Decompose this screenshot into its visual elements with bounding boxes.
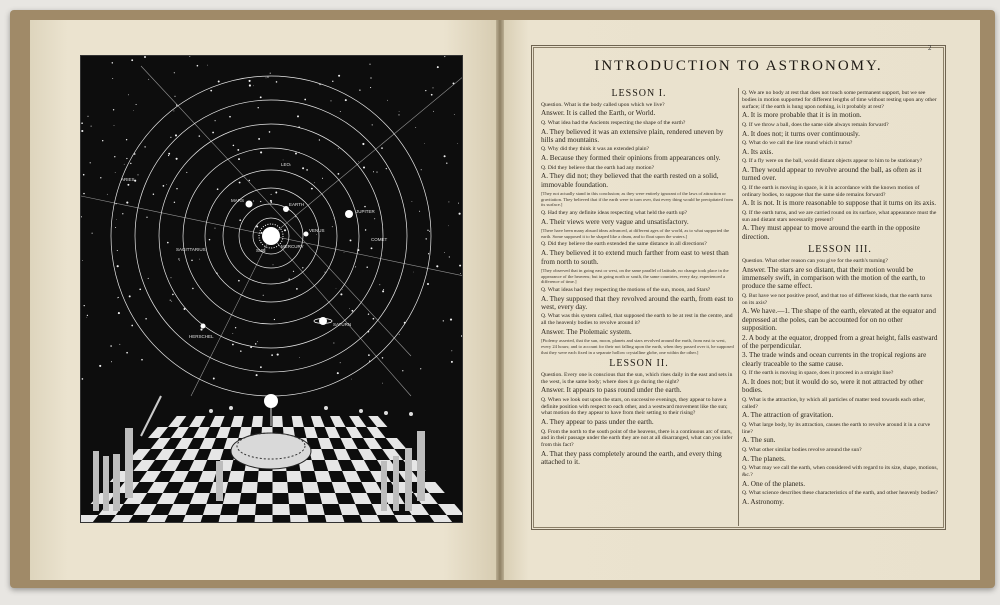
text-column-left [541, 88, 737, 467]
question-text: Q. What large body, by its attraction, causes the earth to revolve around it in a curve line? [742, 421, 931, 435]
answer-text: 2. A body at the equator, dropped from a great height, falls eastward of the perpendicular. [742, 333, 938, 351]
note-text: [They observed that in going east or west, on the same parallel of latitude, no change took place in the appearance of the heavens; but in going north or south, the same countries, every day, experienced a difference of time.] [541, 268, 729, 285]
note-text: [There have been many absurd ideas advanced, at different ages of the world, as to what supported the earth. Some supposed it to be shaped like a drum, and to float upon the waters.] [541, 228, 730, 239]
page-number: 2 [928, 44, 932, 52]
lesson-3-heading: LESSON III. [808, 244, 872, 256]
question-text: Question. What is the body called upon which we live? [541, 101, 665, 108]
jupiter-planet [345, 210, 353, 218]
lesson-2-continued [742, 90, 938, 241]
lesson-1-heading: LESSON I. [611, 88, 667, 99]
lesson-2-heading: LESSON II. [609, 358, 669, 370]
question-text: Q. What may we call the earth, when considered with regard to its size, shape, motions, &c.? [742, 465, 938, 478]
page-title: INTRODUCTION TO ASTRONOMY. [594, 58, 883, 74]
question-text: Q. What science describes these characteristics of the earth, and other heavenly bodies? [742, 490, 938, 497]
answer-text: A. Their views were very vague and unsatisfactory. [541, 217, 689, 226]
answer-text: A. The attraction of gravitation. [742, 411, 834, 420]
question-text: Q. What ideas had they respecting the motions of the sun, moon, and Stars? [541, 286, 711, 293]
question-text: Q. Did they believe that the earth had any motion? [541, 164, 655, 171]
question-text: Q. What was this system called, that supposed the earth to be at rest in the centre, and all the heavenly bodies to revolve around it? [541, 313, 733, 327]
answer-text: A. They appear to pass under the earth. [541, 418, 654, 427]
answer-text: Answer. It is called the Earth, or World. [541, 109, 656, 118]
question-text: Q. If the earth is moving in space, is it in accordance with the known motion of ordinary bodies, to suppose that the same side remains forward? [742, 184, 920, 198]
answer-text: A. The planets. [742, 454, 786, 463]
venus-planet [304, 232, 309, 237]
question-text: Q. But have we not positive proof, and that too of different kinds, that the earth turns on its axis? [742, 292, 932, 306]
answer-text: Answer. The stars are so distant, that their motion would be immensely swift, in comparison with the motion of the earth, to produce the same effect. [742, 265, 926, 291]
answer-text: A. They did not; they believed that the earth rested on a solid, immovable foundation. [541, 172, 719, 189]
answer-text: A. Because they formed their opinions from appearances only. [541, 154, 721, 163]
label-mercury: MERCURY [281, 244, 304, 249]
question-text: Q. We are no body at rest that does not touch some permanent support, but we see bodies in motion supported for different lengths of time without resting upon any other surface; if the earth is hung upon nothing, is it probably at rest? [742, 90, 937, 110]
question-text: Q. What idea had the Ancients respecting the shape of the earth? [541, 119, 686, 126]
note-text: [They not actually stand in this conclusion; as they were entirely ignorant of the laws of attraction or gravitation. They believed that if the earth were to turn over, that every thing would be precipitated from its surface.] [541, 191, 733, 208]
answer-text: A. We have.—1. The shape of the earth, elevated at the equator and depressed at the poles, can be accounted for on no other supposition. [742, 307, 936, 333]
label-earth: EARTH [289, 202, 305, 207]
answer-text: A. They supposed that they revolved around the earth, from east to west, every day. [541, 294, 734, 311]
question-text: Q. Did they believe the earth extended the same distance in all directions? [541, 241, 707, 248]
answer-text: A. They must appear to move around the earth in the opposite direction. [742, 224, 920, 241]
answer-text: A. It does not; it turns over continuously. [742, 129, 860, 138]
label-comet: COMET [371, 237, 388, 242]
label-mars: MARS [231, 198, 245, 203]
question-text: Q. What is the attraction, by which all particles of matter tend towards each other, called? [742, 396, 926, 410]
label-venus: VENUS [309, 228, 325, 233]
answer-text: A. They would appear to revolve around the ball, as often as it turned over. [742, 166, 922, 183]
lesson-2-body [541, 372, 737, 467]
answer-text: A. They believed it was an extensive plain, rendered uneven by hills and mountains. [541, 127, 724, 144]
question-text: Q. If a fly were on the ball, would distant objects appear to him to be stationary? [742, 158, 923, 165]
label-herschel: HERSCHEL [189, 334, 214, 339]
answer-text: Answer. The Ptolemaic system. [541, 327, 632, 336]
question-text: Question. What other reason can you give for the earth's turning? [742, 257, 888, 264]
column-divider [738, 88, 739, 526]
question-text: Q. From the north to the south point of the heavens, there is a continuous arc of stars, and in their passage under the earth they are not at all disarranged, what can you infer from this fact? [541, 428, 733, 449]
text-column-right [742, 88, 938, 506]
orrery-sun [264, 394, 278, 408]
question-text: Question. Every one is conscious that the sun, which rises daily in the east and sets in the west, is the same body; where does it go during the night? [541, 371, 733, 385]
answer-text: A. Its axis. [742, 147, 774, 156]
lesson-1-body [541, 102, 737, 356]
lesson-3-body [742, 258, 938, 506]
label-sun: SUN [256, 248, 266, 253]
answer-text: A. Astronomy. [742, 497, 785, 506]
question-text: Q. What other similar bodies revolve around the sun? [742, 446, 862, 453]
label-leo: LEO [281, 162, 291, 167]
astronomy-plate [80, 55, 463, 523]
question-text: Q. When we look out upon the stars, on successive evenings, they appear to have a definite position with respect to each other, and a westward movement like the sun; what motion do they appear to have from their setting to their rising? [541, 396, 728, 417]
mars-planet [246, 201, 253, 208]
label-sagittarius: SAGITTARIUS [176, 247, 206, 252]
solar-system-engraving [81, 56, 463, 523]
answer-text: A. It is not. It is more reasonable to suppose that it turns on its axis. [742, 199, 937, 208]
book-gutter [496, 20, 504, 580]
label-jupiter: JUPITER [356, 209, 375, 214]
answer-text: A. The sun. [742, 436, 776, 445]
answer-text: A. One of the planets. [742, 479, 806, 488]
question-text: Q. Had they any definite ideas respecting what held the earth up? [541, 210, 688, 216]
herschel-planet [201, 324, 206, 329]
question-text: Q. If the earth is moving in space, does it proceed in a straight line? [742, 370, 894, 377]
answer-text: A. It does not; but it would do so, were it not attracted by other bodies. [742, 378, 924, 395]
question-text: Q. If the earth turns, and we are carried round on its surface, what appearance must the sun and distant stars necessarily present? [742, 209, 937, 223]
question-text: Q. Why did they think it was an extended plain? [541, 146, 650, 153]
answer-text: Answer. It appears to pass round under the earth. [541, 386, 682, 395]
question-text: Q. What do we call the line round which it turns? [742, 140, 853, 146]
answer-text: A. That they pass completely around the earth, and every thing attached to it. [541, 449, 722, 467]
label-aries: ARIES [121, 177, 135, 182]
answer-text: 3. The trade winds and ocean currents in the tropical regions are clearly traceable to the same cause. [742, 351, 927, 368]
answer-text: A. They believed it to extend much farther from east to west than from north to south. [541, 249, 729, 266]
sun-symbol [262, 227, 280, 245]
label-saturn: SATURN [333, 322, 352, 327]
question-text: Q. If we throw a ball, does the same side always remain forward? [742, 121, 889, 128]
answer-text: A. It is more probable that it is in motion. [742, 111, 862, 120]
note-text: [Ptolemy asserted, that the sun, moon, planets and stars revolved around the earth, from east to west, every 24 hours; and to account for their not falling upon the earth, when they passed over it, he supposed that they were each fixed in a separate hollow crystalline globe, one within the other.] [541, 338, 734, 355]
